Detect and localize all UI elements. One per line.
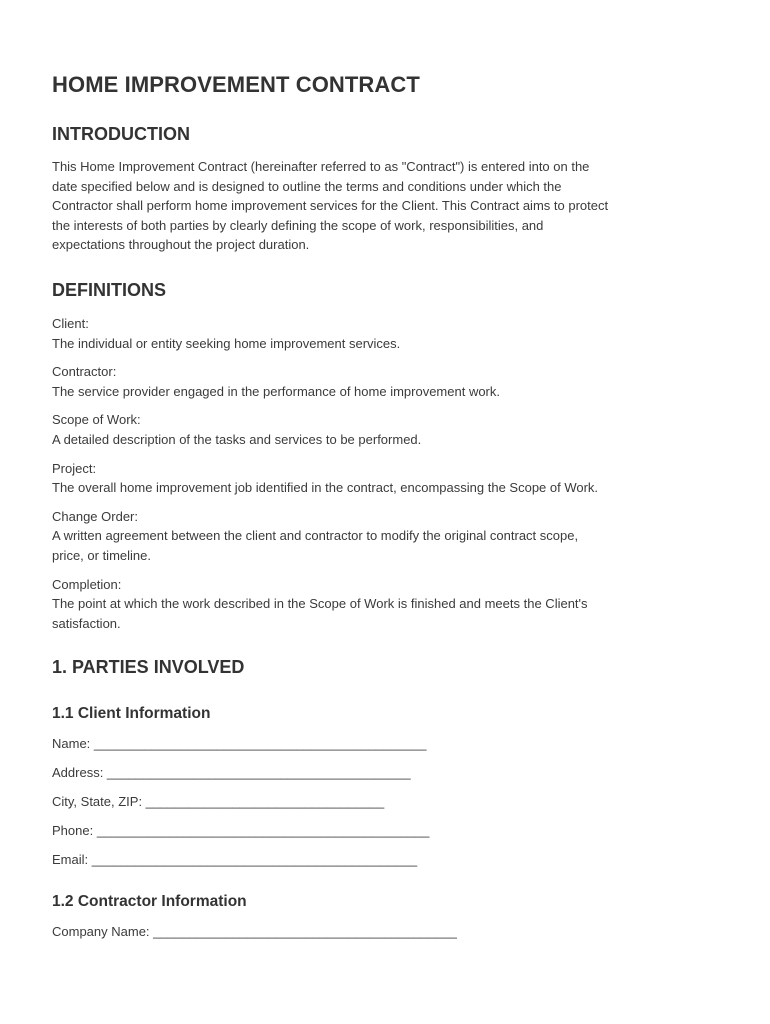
- contractor-company-name-field: Company Name: __________________________________________: [52, 924, 457, 940]
- definition-scope-of-work: [52, 410, 724, 449]
- parties-heading: 1. PARTIES INVOLVED: [52, 657, 245, 678]
- contract-page: [52, 70, 724, 941]
- document-title: HOME IMPROVEMENT CONTRACT: [52, 72, 420, 97]
- introduction-line: the interests of both parties by clearly defining the scope of work, responsibilities, and: [52, 217, 544, 233]
- introduction-paragraph: [52, 157, 724, 255]
- definition-text: The service provider engaged in the performance of home improvement work.: [52, 383, 500, 399]
- definition-completion: [52, 575, 724, 634]
- introduction-line: Contractor shall perform home improvement services for the Client. This Contract aims to protect: [52, 198, 609, 214]
- definition-text: The individual or entity seeking home improvement services.: [52, 335, 401, 351]
- definition-term: Contractor:: [52, 364, 117, 380]
- definition-term: Scope of Work:: [52, 412, 141, 428]
- definitions-heading: DEFINITIONS: [52, 279, 167, 300]
- client-address-field: Address: __________________________________________: [52, 765, 411, 781]
- introduction-line: date specified below and is designed to outline the terms and conditions under which the: [52, 178, 562, 194]
- definition-term: Client:: [52, 315, 89, 331]
- definition-text: price, or timeline.: [52, 547, 151, 563]
- client-information-heading: 1.1 Client Information: [52, 705, 211, 723]
- definition-contractor: [52, 362, 724, 401]
- definition-text: A written agreement between the client and contractor to modify the original contract scope,: [52, 528, 579, 544]
- introduction-line: expectations throughout the project duration.: [52, 237, 310, 253]
- definition-project: [52, 459, 724, 498]
- client-city-state-zip-field: City, State, ZIP: _________________________________: [52, 794, 385, 810]
- introduction-line: This Home Improvement Contract (hereinafter referred to as "Contract") is entered into on the: [52, 159, 590, 174]
- definition-client: [52, 314, 724, 353]
- introduction-heading: INTRODUCTION: [52, 124, 190, 144]
- client-email-field: Email: _____________________________________________: [52, 852, 418, 868]
- definition-text: The overall home improvement job identified in the contract, encompassing the Scope of Work.: [52, 480, 599, 496]
- client-name-field: Name: ______________________________________________: [52, 736, 427, 752]
- definition-term: Change Order:: [52, 508, 138, 524]
- definition-change-order: [52, 507, 724, 566]
- definition-term: Completion:: [52, 576, 122, 592]
- definition-term: Project:: [52, 460, 97, 476]
- client-phone-field: Phone: ______________________________________________: [52, 823, 430, 839]
- contractor-information-heading: 1.2 Contractor Information: [52, 893, 247, 911]
- definition-text: satisfaction.: [52, 615, 121, 631]
- definition-text: A detailed description of the tasks and services to be performed.: [52, 431, 422, 447]
- definition-text: The point at which the work described in the Scope of Work is finished and meets the Client's: [52, 596, 588, 612]
